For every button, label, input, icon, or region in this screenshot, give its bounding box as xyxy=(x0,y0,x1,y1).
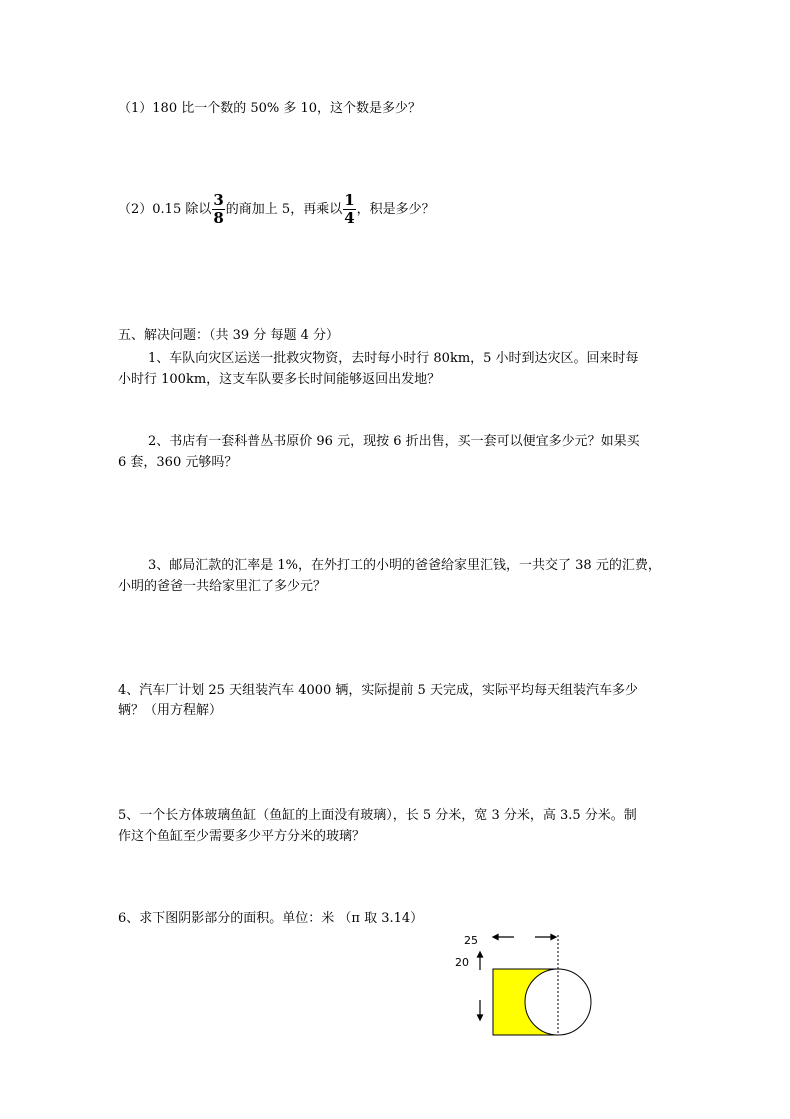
question-2 xyxy=(118,190,435,230)
problem-1-line-1: 1、车队向灾区运送一批救灾物资，去时每小时行 80km，5 小时到达灾区。回来时每 xyxy=(148,351,639,366)
problem-3-line-2: 小明的爸爸一共给家里汇了多少元？ xyxy=(118,579,327,594)
problem-4-line-2: 辆？（用方程解） xyxy=(118,703,223,718)
shaded-area-figure xyxy=(440,925,610,1045)
problem-2-line-2: 6 套，360 元够吗？ xyxy=(118,455,238,470)
problem-5-line-1: 5、一个长方体玻璃鱼缸（鱼缸的上面没有玻璃），长 5 分米，宽 3 分米，高 3.5 分米。制 xyxy=(118,808,637,823)
width-label: 25 xyxy=(464,934,478,947)
height-label: 20 xyxy=(455,956,469,969)
problem-3-line-1: 3、邮局汇款的汇率是 1%，在外打工的小明的爸爸给家里汇钱，一共交了 38 元的汇费， xyxy=(148,558,661,573)
problem-6-line-1: 6、求下图阴影部分的面积。单位：米 （π 取 3.14） xyxy=(118,911,424,926)
question-2-suffix: ，积是多少？ xyxy=(356,202,435,217)
fraction-numerator: 1 xyxy=(344,191,355,209)
problem-1-line-2: 小时行 100km，这支车队要多长时间能够返回出发地？ xyxy=(118,372,441,387)
problem-4-line-1: 4、汽车厂计划 25 天组装汽车 4000 辆，实际提前 5 天完成，实际平均每天组装汽车多少 xyxy=(118,683,638,698)
question-1: （1）180 比一个数的 50% 多 10，这个数是多少？ xyxy=(118,101,422,116)
fraction-numerator: 3 xyxy=(213,191,224,209)
down-arrowhead-icon xyxy=(478,1015,483,1020)
fraction-1-4 xyxy=(343,192,355,227)
question-2-prefix: （2）0.15 除以 xyxy=(118,202,212,217)
up-arrowhead-icon xyxy=(478,952,483,957)
question-2-middle: 的商加上 5，再乘以 xyxy=(225,202,343,217)
fraction-denominator: 8 xyxy=(213,209,224,227)
problem-5-line-2: 作这个鱼缸至少需要多少平方分米的玻璃？ xyxy=(118,829,366,844)
section-5-heading: 五、解决问题：（共 39 分 每题 4 分） xyxy=(118,328,339,343)
fraction-3-8 xyxy=(212,192,224,227)
problem-2-line-1: 2、书店有一套科普丛书原价 96 元，现按 6 折出售，买一套可以便宜多少元？如果买 xyxy=(148,434,640,449)
left-arrowhead-icon xyxy=(493,935,498,940)
fraction-denominator: 4 xyxy=(344,209,355,227)
circle xyxy=(525,969,591,1035)
right-arrowhead-icon xyxy=(551,935,556,940)
